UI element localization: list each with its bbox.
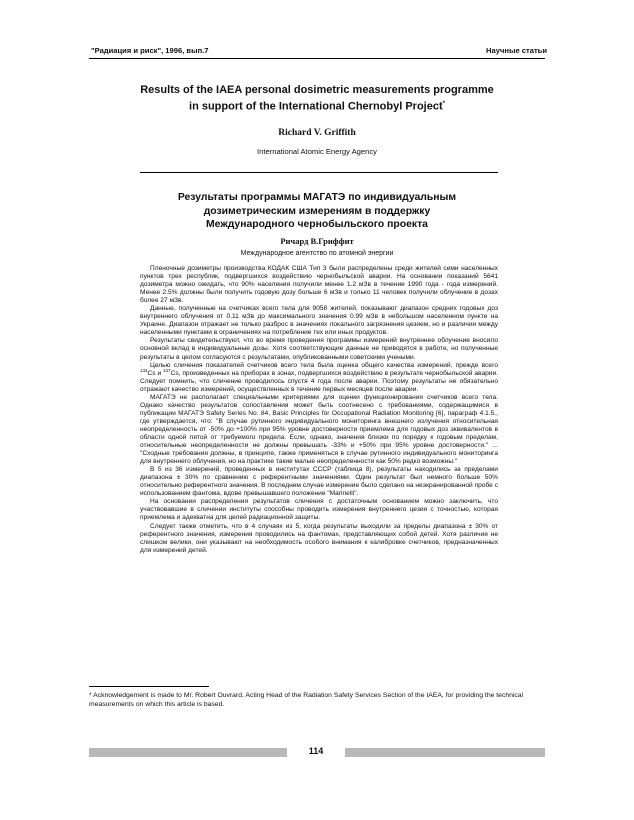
paragraph: МАГАТЭ не располагает специальными критериями для оценки функционирования счетчиков всего тела. Однако качество результатов сопоставления может быть соотнесено с требованиями, содержащимися в публикации МАГАТЭ Safety Series No. 84, Basic Principles for Occupational Radiation Monitoring [6], параграф 4.1.5., где утверждается, что: "В случае рутинного индивидуального мониторинга внешнего излучения относительная неопределенность от -50% до +100% при 95% уровне достоверности приемлема для годовых доз эквивалентов в области одной пятой от требуемого предела. Если, однако, значения близки по порядку к годовым пределам, относительные неопределенности не должны превышать -33% и +50% при 95% уровне достоверности." ... "Сходные требования должны, в принципе, также применяться в случае рутинного индивидуального мониторинга для внутреннего облучения, но на практике такие малые неопределенности как 50% редко возможны." bbox=[140, 393, 498, 466]
paragraph: В 5 из 36 измерений, проведенных в институтах СССР (таблица 8), результаты находились за пределами диапазона ± 30% по сравнению с референтными значениями. Один результат был немного больше 50% относительно референтного значения. В последнем случае измерение было сделано на неэкранированной пробе с использованием фантома, вдове превышавшего положение "Marinelli". bbox=[140, 466, 498, 498]
page-number: 114 bbox=[308, 746, 324, 756]
english-title-line-2: in support of the International Chernobyl Project* bbox=[189, 100, 445, 113]
journal-header: "Радиация и риск", 1996, вып.7 bbox=[91, 46, 209, 55]
footer-bar-left bbox=[89, 748, 287, 757]
footnote-marker[interactable]: * bbox=[442, 101, 445, 107]
russian-author: Ричард В.Гриффит bbox=[280, 236, 354, 246]
footer-bar-right bbox=[345, 748, 545, 757]
paragraph: Следует также отметить, что в 4 случаях из 5, когда результаты выходили за пределы диапазона ± 30% от референтного значения, измерения проводились на фантомах, представляющих собой детей. Хотя различия не слишком велики, они указывают на необходимость особого внимания к калибровке счетчиков, предназначенных для измерений детей. bbox=[140, 522, 498, 554]
paragraph: Пленочные дозиметры производства КОДАК США Тип 3 были распределены среди жителей семи населенных пунктов трех республик, подвергшихся воздействию чернобыльской аварии. На основании показаний 5641 дозиметра можно ожидать, что 90% населения получили менее 1.2 мЗв в течение 1990 года - года измерений. Менее 2.5% должны были получить годовую дозу больше 6 мЗв и только 11 человек получили облучение в дозах более 27 мЗв. bbox=[140, 265, 498, 305]
header-rule bbox=[89, 58, 545, 59]
paragraph: Целью сличения показателей счетчиков всего тела была оценка общего качества измерений, прежде всего $^{134}$Cs и $^{137}$Cs, произведенных на приборах в зонах, подвергшихся воздействию в результате чернобыльской аварии. Следует помнить, что сличение проводилось спустя 4 года после аварии. Поэтому результаты не обязательно отражают качество измерений, осуществленных в течение первых месяцев после аварии. bbox=[140, 361, 498, 393]
title-divider bbox=[140, 172, 498, 173]
paragraph: На основании распределения результатов сличения с достаточным основанием можно заключить, что участвовавшие в сличении институты способны проводить измерения внутреннего цезия с точностью, которая приемлема и адекватна для целей радиационной защиты. bbox=[140, 498, 498, 522]
russian-title-line-2: дозиметрическим измерениям в поддержку bbox=[203, 205, 431, 217]
english-title-line-1: Results of the IAEA personal dosimetric measurements programme bbox=[140, 84, 494, 96]
english-author: Richard V. Griffith bbox=[278, 128, 356, 138]
footnote-rule bbox=[89, 686, 209, 687]
russian-title-line-3: Международного чернобыльского проекта bbox=[206, 219, 428, 230]
russian-title bbox=[89, 191, 545, 232]
paragraph: Данные, полученные на счетчиках всего тела для 9058 жителей, показывают диапазон средних годовых доз внутреннего облучения от 0.11 мЗв до максимального значения 0.99 мЗв в небольшом населенном пункте на Украине. Диапазон отражает не только разброс в значениях локального загрязнения цезием, но и различия между населенными пунктами в ограничениях на потребление тех или иных продуктов. bbox=[140, 305, 498, 337]
section-header: Научные статьи bbox=[486, 46, 547, 55]
english-title bbox=[89, 83, 545, 114]
paragraph: Результаты свидетельствуют, что во время проведения программы измерений внутреннее облучение вносило основной вклад в индивидуальные дозы. Хотя соответствующие данные не приводятся в работе, но полученные результаты в целом согласуются с результатами, опубликованными советскими учеными. bbox=[140, 337, 498, 361]
footnote: * Acknowledgement is made to Mr. Robert Ouvrard, Acting Head of the Radiation Safety Services Section of the IAEA, for providing the technical measurements on which this article is based. bbox=[89, 692, 524, 708]
english-affiliation: International Atomic Energy Agency bbox=[257, 147, 377, 156]
article-body bbox=[140, 265, 498, 555]
russian-affiliation: Международное агентство по атомной энергии bbox=[240, 250, 394, 257]
russian-title-line-1: Результаты программы МАГАТЭ по индивидуальным bbox=[177, 192, 457, 203]
